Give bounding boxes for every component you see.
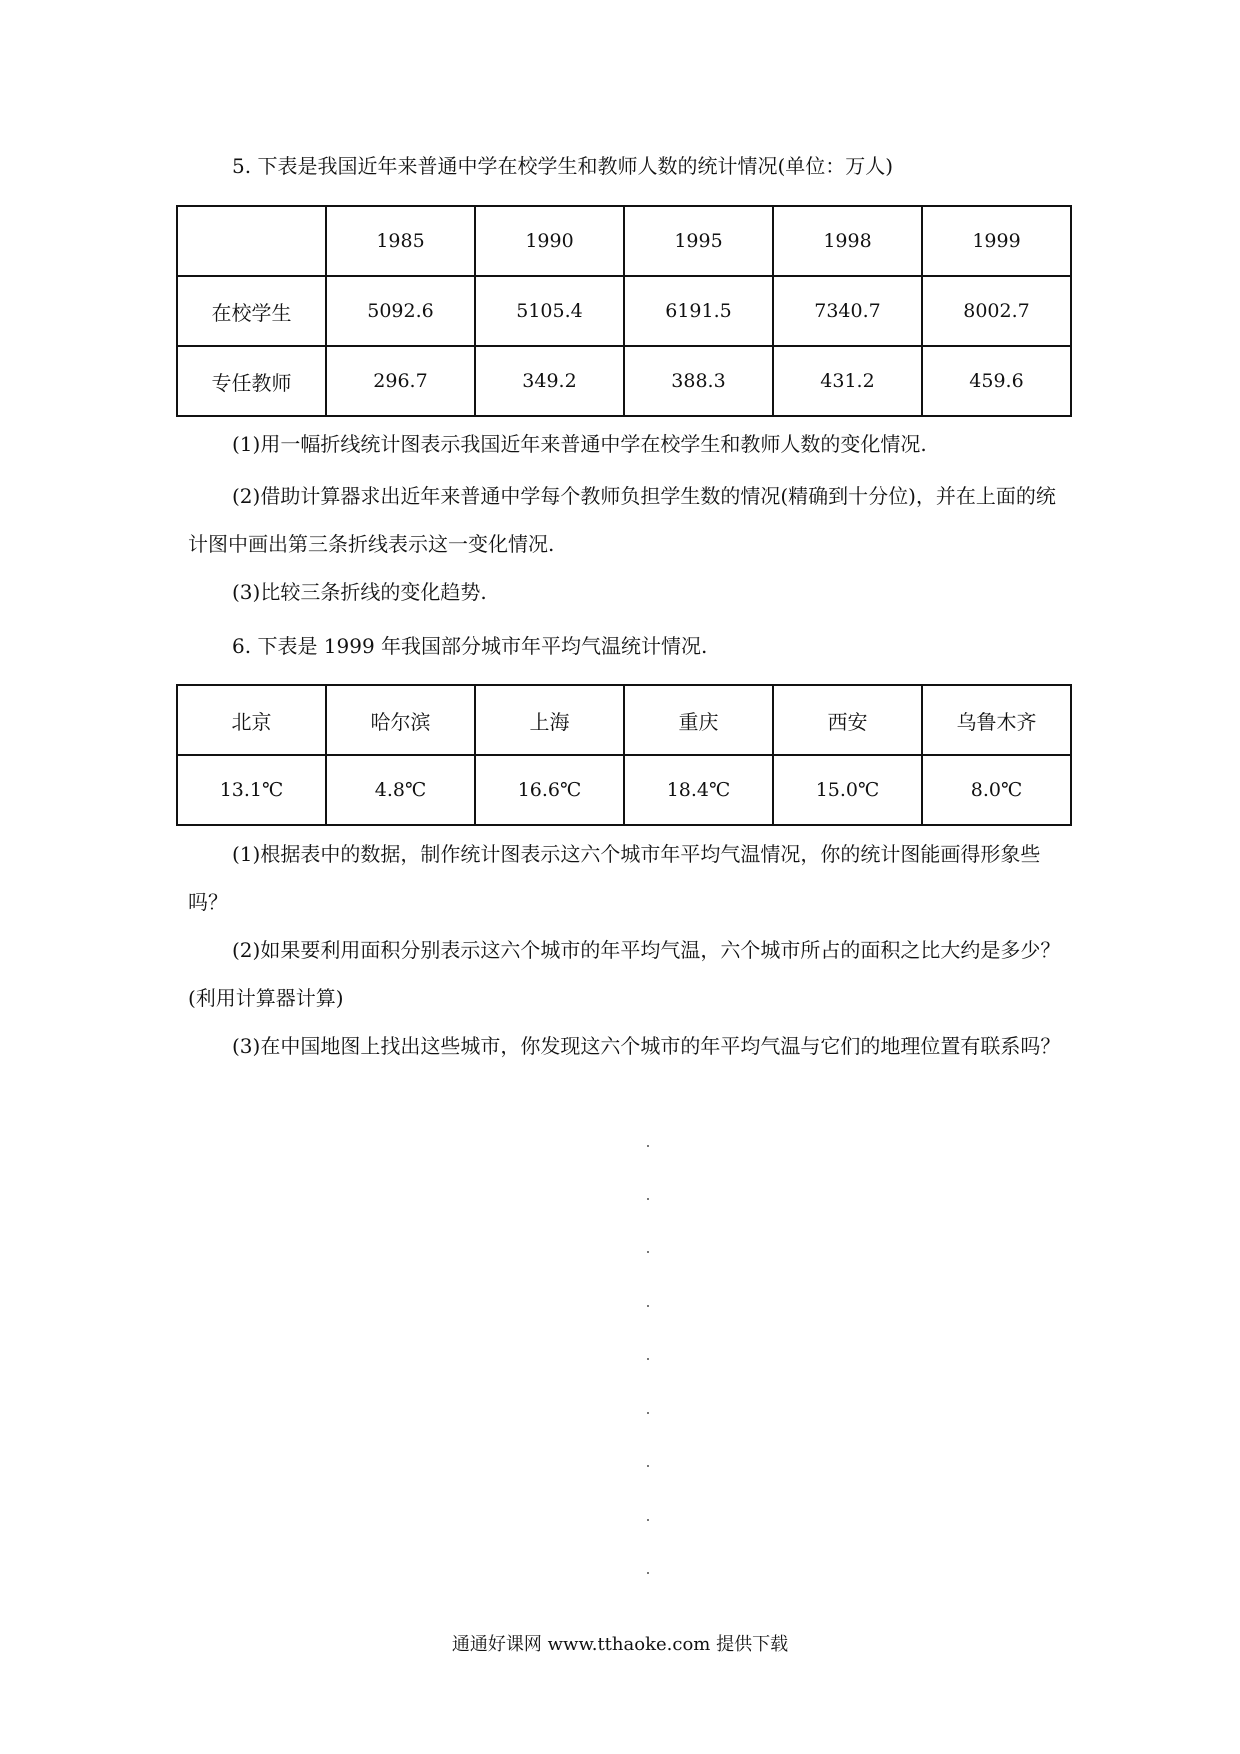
table-cell: 1985	[326, 206, 475, 276]
table-cell: 459.6	[922, 346, 1071, 416]
table-cell: 4.8℃	[326, 755, 475, 825]
q5-table	[176, 205, 1072, 417]
table-cell: 哈尔滨	[326, 685, 475, 755]
table-cell: 5105.4	[475, 276, 624, 346]
table-cell: 431.2	[773, 346, 922, 416]
table-cell	[177, 206, 326, 276]
table-cell: 1990	[475, 206, 624, 276]
table-cell: 在校学生	[177, 276, 326, 346]
q6-sub2: (2)如果要利用面积分别表示这六个城市的年平均气温，六个城市所占的面积之比大约是多少？(利用计算器计算)	[188, 938, 1061, 1010]
table-cell: 专任教师	[177, 346, 326, 416]
faint-dot	[647, 1251, 649, 1253]
faint-dot	[647, 1412, 649, 1414]
faint-dot	[647, 1465, 649, 1467]
faint-dot	[647, 1145, 649, 1147]
q5-sub2: (2)借助计算器求出近年来普通中学每个教师负担学生数的情况(精确到十分位)，并在上面的统计图中画出第三条折线表示这一变化情况.	[188, 484, 1056, 556]
table-cell: 1998	[773, 206, 922, 276]
table-cell: 8002.7	[922, 276, 1071, 346]
table-cell: 6191.5	[624, 276, 773, 346]
table-row	[177, 755, 1071, 825]
table-cell: 7340.7	[773, 276, 922, 346]
table-cell: 1995	[624, 206, 773, 276]
q5-sub3: (3)比较三条折线的变化趋势.	[232, 580, 487, 604]
table-cell: 重庆	[624, 685, 773, 755]
table-cell: 西安	[773, 685, 922, 755]
page-footer: 通通好课网 www.tthaoke.com 提供下载	[451, 1634, 789, 1655]
table-cell: 1999	[922, 206, 1071, 276]
faint-dot	[647, 1305, 649, 1307]
table-row	[177, 346, 1071, 416]
faint-dot	[647, 1358, 649, 1360]
table-cell: 18.4℃	[624, 755, 773, 825]
faint-dot	[647, 1572, 649, 1574]
table-cell: 上海	[475, 685, 624, 755]
q5-intro: 5. 下表是我国近年来普通中学在校学生和教师人数的统计情况(单位：万人)	[232, 154, 894, 178]
q6-table	[176, 684, 1072, 826]
table-row	[177, 685, 1071, 755]
table-row	[177, 276, 1071, 346]
table-row	[177, 206, 1071, 276]
table-cell: 乌鲁木齐	[922, 685, 1071, 755]
faint-dot	[647, 1198, 649, 1200]
table-cell: 北京	[177, 685, 326, 755]
table-cell: 296.7	[326, 346, 475, 416]
q5-sub1: (1)用一幅折线统计图表示我国近年来普通中学在校学生和教师人数的变化情况.	[232, 432, 927, 456]
table-cell: 16.6℃	[475, 755, 624, 825]
q6-sub3: (3)在中国地图上找出这些城市，你发现这六个城市的年平均气温与它们的地理位置有联系吗？	[232, 1034, 1061, 1058]
q6-intro: 6. 下表是 1999 年我国部分城市年平均气温统计情况.	[232, 634, 708, 658]
table-cell: 8.0℃	[922, 755, 1071, 825]
table-cell: 15.0℃	[773, 755, 922, 825]
faint-dot	[647, 1519, 649, 1521]
table-cell: 388.3	[624, 346, 773, 416]
table-cell: 13.1℃	[177, 755, 326, 825]
table-cell: 349.2	[475, 346, 624, 416]
table-cell: 5092.6	[326, 276, 475, 346]
q6-sub1: (1)根据表中的数据，制作统计图表示这六个城市年平均气温情况，你的统计图能画得形象些吗？	[188, 842, 1041, 914]
